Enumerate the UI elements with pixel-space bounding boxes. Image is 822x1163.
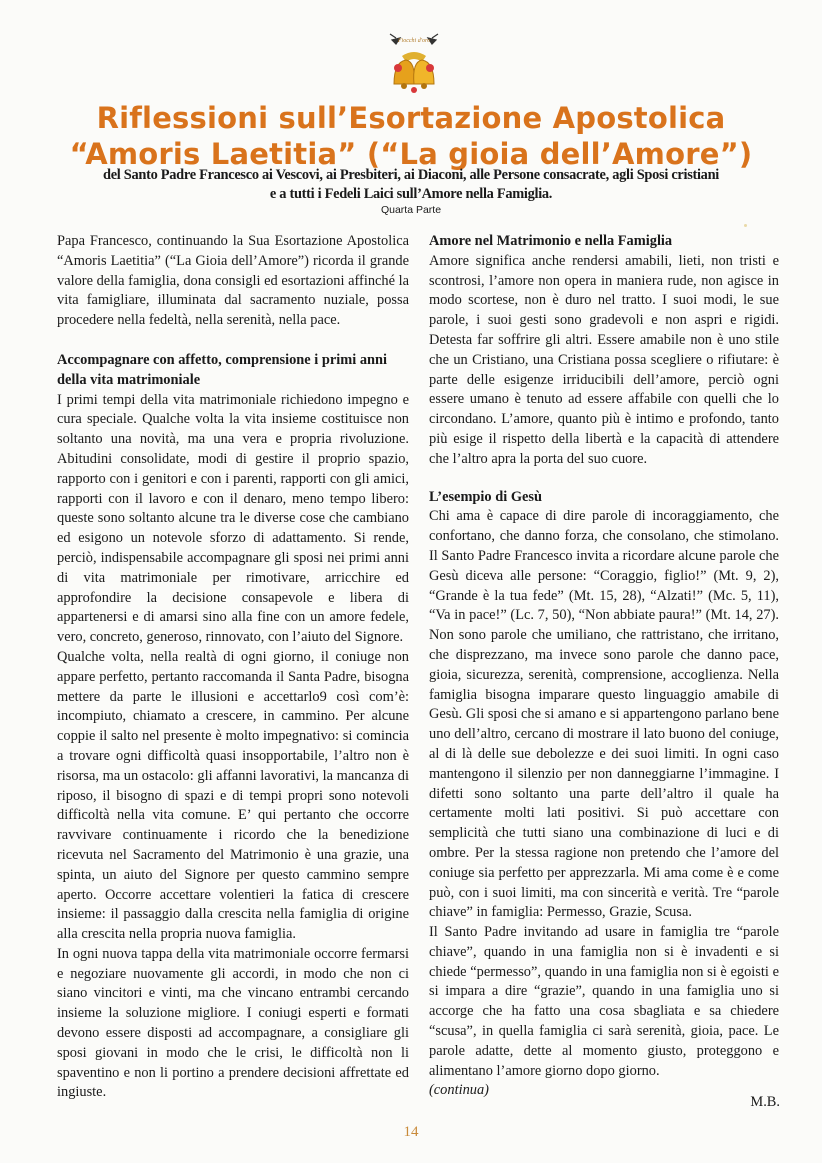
title-line-1: Riflessioni sull’Esortazione Apostolica	[96, 101, 726, 135]
page-number: 14	[403, 1124, 419, 1140]
section-heading-amore: Amore nel Matrimonio e nella Famiglia	[429, 233, 673, 249]
bell-left-icon	[394, 60, 414, 84]
bell-right-icon	[414, 60, 434, 84]
left-column	[57, 232, 409, 1103]
section-heading-esempio: L’esempio di Gesù	[429, 488, 543, 505]
author-signature: M.B.	[750, 1094, 780, 1110]
article-title	[40, 100, 782, 172]
continued-note: (continua)	[429, 1082, 489, 1099]
subtitle-line-2: e a tutti i Fedeli Laici sull’Amore nella Famiglia.	[269, 186, 553, 202]
paragraph: Qualche volta, nella realtà di ogni giorno, il coniuge non appare perfetto, pertanto raccomanda il Santa Padre, bisogna mettere da parte le illusioni e accettarlo9 così com’è: incompiuto, chiamato a crescere, in cammino. Per alcune coppie il salto nel presente è molto impegnativo: si comincia a trovare ogni difficoltà quasi insopportabile, l’altro non è risorsa, ma un ostacolo: gli affanni lavorativi, la mancanza di riposo, il bisogno di spazi e di tempi propri sono notevoli difficoltà nella vita comune. E’ qui pertanto che occorre ravvivare continuamente i ricordo che la benedizione ricevuta nel Sacramento del Matrimonio è una grazie, una spinta, un aiuto del Signore per questo cammino sempre aperto. Occorre accettare volentieri la fatica di crescere insieme: il passaggio dalla crescita nella famiglia di origine alla crescita nella propria nuova famiglia.	[57, 648, 409, 943]
right-column	[429, 232, 779, 1101]
logo-script: Fiocchi d'oro	[397, 38, 431, 44]
bells-logo	[372, 28, 456, 98]
paragraph: Il Santo Padre invitando ad usare in famiglia tre “parole chiave”, quando in una famiglia non si è invadenti e si chiede “permesso”, quando in una famiglia non si è egoisti e si impara a dire “grazie”, quando in una famiglia uno si accorge che ha fatto una cosa sbagliata e sa chiedere “scusa”, in quella famiglia ci sarà serenità, gioia, pace. Le parole adatte, dette al momento giusto, proteggono e alimentano l’amore giorno dopo giorno.	[429, 924, 779, 1079]
paragraph: Chi ama è capace di dire parole di incoraggiamento, che confortano, che danno forza, che consolano, che stimolano. Il Santo Padre Francesco invita a ricordare alcune parole che Gesù diceva alle persone: “Coraggio, figlio!” (Mt. 9, 2), “Grande è la tua fede” (Mt. 15, 28), “Alzati!” (Mc. 5, 11), “Va in pace!” (Lc. 7, 50), “Non abbiate paura!” (Mt. 14, 27). Non sono parole che umiliano, che rattristano, che irritano, che disprezzano, ma invece sono parole che danno pace, gioia, sicurezza, serenità, comprensione, accoglienza. Nella famiglia bisogna imparare questo linguaggio amabile di Gesù. Gli sposi che si amano e si appartengono parlano bene uno dell’altro, cercano di mostrare il lato buono del coniuge, al di là delle sue debolezze e dei suoi limiti. In ogni caso mantengono il silenzio per non danneggiarne l’immagine. I difetti sono soltanto una parte dell’altro il quale ha certamente molti lati positivi. Si può accettare con semplicità che tutti siano una combinazione di luci e di ombre. Per la stessa ragione non pretendo che l’amore del coniuge sia perfetto per apprezzarla. Mi ama come è e come può, con i suoi limiti, ma con sincerità e verità. Tre “parole chiave” in famiglia: Permesso, Grazie, Scusa.	[429, 508, 779, 921]
intro-paragraph: Papa Francesco, continuando la Sua Esortazione Apostolica “Amoris Laetitia” (“La Gioia dell’Amore”) ricorda il grande valore della famiglia, dona consigli ed esortazioni affinché la vita famigliare, illuminata dal sacramento nuziale, possa procedere nella fedeltà, nella serenità, nella pace.	[57, 233, 409, 329]
paragraph: Amore significa anche rendersi amabili, lieti, non tristi e scontrosi, l’amore non opera in maniera rude, non agisce in modo scortese, non è duro nel tratto. I suoi modi, le sue parole, i suoi gesti sono gradevoli e non aspri e rigidi. Detesta far soffrire gli altri. Essere amabile non è uno stile che un Cristiano, una Cristiana possa scegliere o rifiutare: è parte delle esigenze irriducibili dell’amore, perciò ogni essere umano è tenuto ad essere affabile con quelli che lo circondano. L’amore, quanto più è intimo e profondo, tanto più esige il rispetto della libertà e la capacità di attendere che l’altro apra la porta del suo cuore.	[429, 252, 779, 467]
article-subtitle	[40, 166, 782, 204]
paragraph: I primi tempi della vita matrimoniale richiedono impegno e cura speciale. Qualche volta la vita insieme costituisce non soltanto una novità, ma una vera e propria rivoluzione. Abitudini consolidate, modi di gestire il proprio spazio, rapporto con i genitori e con i parenti, rapporti con gli amici, rapporti con il lavoro e con il denaro, meno tempo libero: queste sono soltanto alcune tra le diverse cose che cambiano ed esigono un notevole sforzo di adattamento. Si rende, perciò, indispensabile accompagnare gli sposi nei primi anni di vita matrimoniale per rimotivare, arricchire ed approfondire la decisione consapevole e libera di appartenersi e di amarsi sino alla fine con un amore fedele, vero, concreto, generoso, rinnovato, con l’aiuto del Signore.	[57, 391, 409, 646]
paragraph: In ogni nuova tappa della vita matrimoniale occorre fermarsi e negoziare nuovamente gli accordi, in modo che non ci siano vincitori e vinti, ma che vincano entrambi cercando insieme la soluzione migliore. I coniugi esperti e formati devono essere disposti ad accompagnare, a consigliare gli sposi giovani in modo che le crisi, le difficoltà non li spaventino e non li portino a prendere decisioni affrettate ed ingiuste.	[57, 945, 409, 1101]
section-heading-accompagnare: Accompagnare con affetto, comprensione i primi anni della vita matrimoniale	[57, 351, 388, 388]
part-label: Quarta Parte	[380, 204, 442, 216]
subtitle-line-1: del Santo Padre Francesco ai Vescovi, ai Presbiteri, ai Diaconi, alle Persone consacrate, agli Sposi cristiani	[103, 167, 719, 183]
decorative-dot	[744, 224, 747, 227]
title-line-2: “Amoris Laetitia” (“La gioia dell’Amore”)	[69, 137, 753, 171]
